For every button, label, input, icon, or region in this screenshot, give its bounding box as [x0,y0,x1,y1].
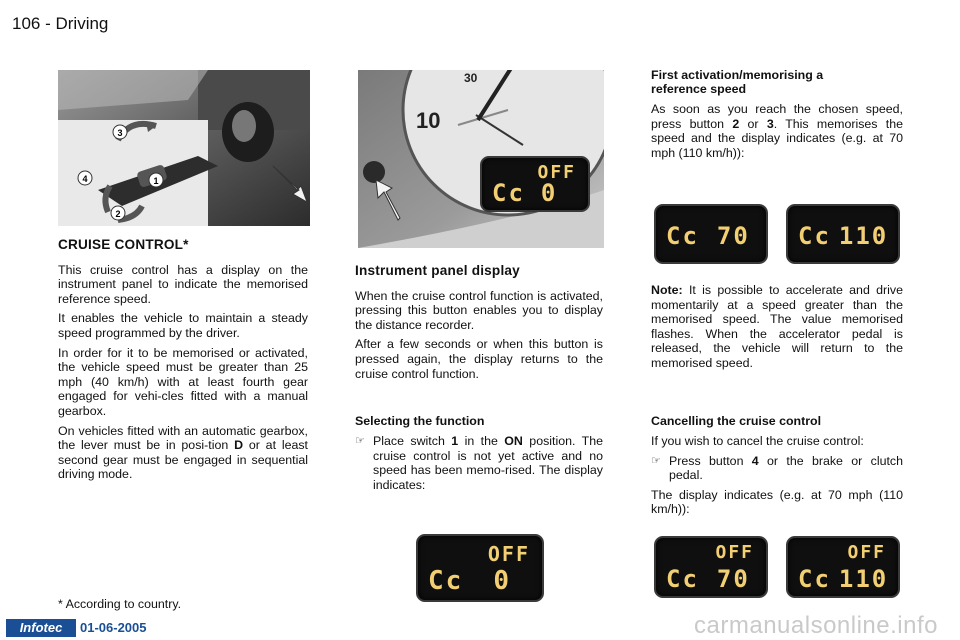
page-header [12,14,108,34]
selecting-title: Selecting the function [355,414,485,428]
lcd-display-off-110 [786,536,900,598]
paragraph: This cruise control has a display on the instrument panel to indicate the memorised reference speed. [58,262,308,306]
lcd-display-active-110 [786,204,900,264]
text-span: position. The cruise control is not yet active and no speed has been memo-rised. The display indicates: [373,434,603,492]
bullet-text [373,434,603,492]
lcd-off-text: OFF [537,162,576,183]
lcd-speed-value: 70 [716,222,750,250]
lcd-line2 [798,565,888,593]
label-2: 2 [115,209,121,219]
button-3: 3 [766,116,774,131]
lcd-display-active-70 [654,204,768,264]
middle-column [355,264,603,386]
gear-d: D [234,438,244,453]
first-activation-paragraph [651,102,903,160]
lcd-off-text: OFF [715,542,754,563]
lcd-speed-value: 110 [838,222,889,250]
lcd-cc-label: Cc [798,565,831,593]
instrument-panel-title: Instrument panel display [355,263,520,278]
lcd-cc-label: Cc [492,179,525,207]
lcd-display-photo [480,156,590,212]
stalk-photo [58,70,310,226]
header-separator: - [40,14,56,33]
label-4: 4 [82,174,88,184]
text-span: in the [458,434,505,448]
lcd-speed-value: 0 [493,566,511,596]
lcd-line2 [666,565,750,593]
infotec-logo: Infotec [6,619,76,637]
cancel-section [651,414,903,522]
cancel-intro: If you wish to cancel the cruise control: [651,434,864,448]
cancel-outro: The display indicates (e.g. at 70 mph (110 km/h)): [651,487,903,517]
cancel-title: Cancelling the cruise control [651,414,822,428]
paragraph: It enables the vehicle to maintain a steady speed programmed by the driver. [58,311,308,340]
dial-10: 10 [416,108,441,133]
note-section [651,283,903,376]
bullet-item [355,434,603,492]
lcd-line2 [428,566,511,596]
right-column-top [651,68,903,165]
footer-date: 01-06-2005 [80,620,147,635]
cruise-control-title: CRUISE CONTROL* [58,237,189,252]
lcd-off-text: OFF [847,542,886,563]
lcd-line2 [666,222,750,250]
lcd-display-off-70 [654,536,768,598]
paragraph-automatic [58,424,308,482]
bullet-hand-icon: ☞ [355,435,365,447]
lcd-line2 [798,222,888,250]
lcd-cc-label: Cc [666,565,699,593]
lcd-speed-value: 0 [540,179,558,207]
paragraph: In order for it to be memorised or activated, the vehicle speed must be greater than 25 mph (40 km/h) with at least fourth gear engaged for vehi-cles fitted with a manual gearbox. [58,345,308,418]
lcd-speed-value: 70 [716,565,750,593]
text-span: As soon as you reach the chosen speed, press button [651,102,903,131]
first-activation-title: First activation/memorising a reference speed [651,68,824,96]
lcd-cc-label: Cc [428,566,464,596]
paragraph: After a few seconds or when this button is pressed again, the display returns to the cruise control function. [355,337,603,381]
paragraph: When the cruise control function is activated, pressing this button enables you to display the distance recorder. [355,288,603,332]
footer [0,612,960,640]
text-span: It is possible to accelerate and drive momentarily at a speed greater than the memorised speed. The value memorised flashes. When the accelerator pedal is released, the vehicle will return to the memorised speed. [651,283,903,370]
footnote: * According to country. [58,597,182,611]
lcd-speed-value: 110 [838,565,889,593]
lcd-off-text: OFF [487,542,530,566]
watermark: carmanualsonline.info [694,612,938,639]
text-span: or [739,116,767,131]
switch-1: 1 [451,434,459,448]
text-span: or the brake or clutch pedal. [669,453,903,483]
section-title: Driving [55,14,109,33]
note-paragraph [651,283,903,371]
button-4: 4 [751,453,759,468]
selecting-section [355,414,603,497]
label-1: 1 [153,176,159,186]
dial-30: 30 [464,71,478,85]
bullet-hand-icon: ☞ [651,454,661,467]
button-2: 2 [732,116,740,131]
on-label: ON [504,434,523,448]
text-span: Place switch [373,434,452,448]
text-span: Press button [669,453,752,468]
left-column [58,238,308,487]
lcd-display-select [416,534,544,602]
note-label: Note: [651,283,683,297]
bullet-text [669,454,903,483]
lcd-line2 [492,179,557,207]
label-3: 3 [117,128,123,138]
text-span: On vehicles fitted with an automatic gearbox, the lever must be in posi-tion [58,423,308,453]
text-span: . This memorises the speed and the display indicates (e.g. at 70 mph (110 km/h)): [651,116,904,160]
text-span: or at least second gear must be engaged in sequential driving mode. [58,438,308,482]
lcd-cc-label: Cc [798,222,831,250]
page-number: 106 [12,14,41,33]
lcd-cc-label: Cc [666,222,699,250]
bullet-item [651,454,903,483]
